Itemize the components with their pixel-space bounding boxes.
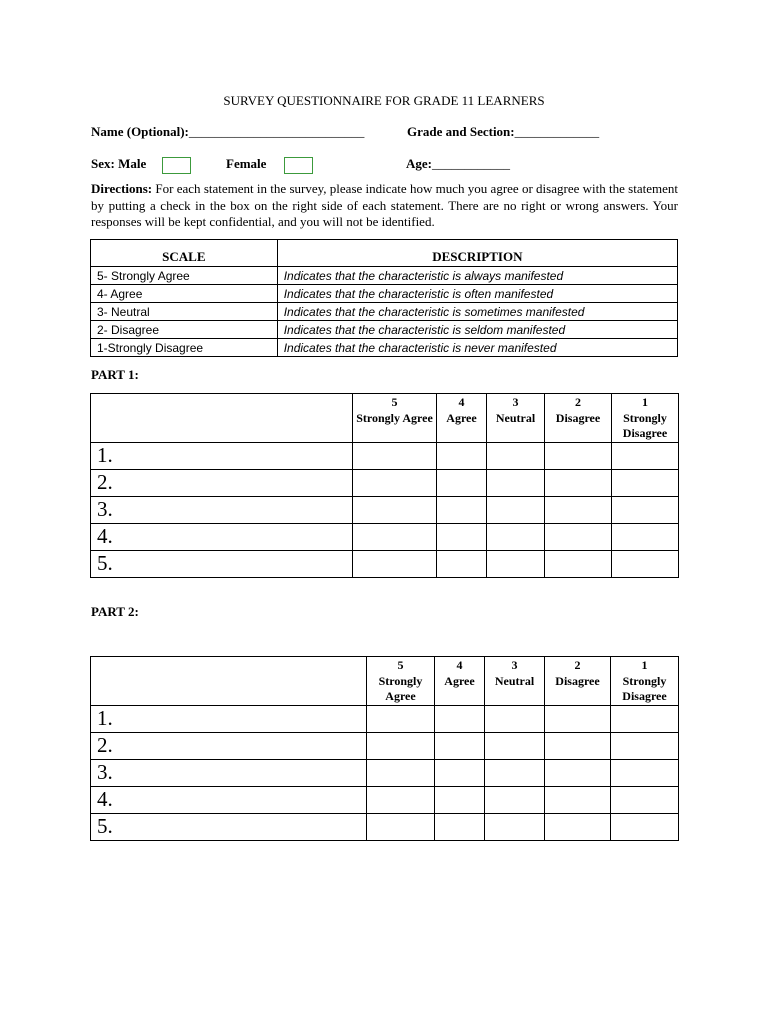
check-cell[interactable] bbox=[485, 732, 545, 759]
rating-label: Neutral bbox=[494, 673, 535, 688]
table-row bbox=[91, 705, 679, 732]
table-row bbox=[91, 550, 679, 577]
rating-header bbox=[487, 394, 545, 443]
part1-header-row bbox=[91, 394, 679, 443]
check-cell[interactable] bbox=[545, 705, 611, 732]
check-cell[interactable] bbox=[612, 496, 679, 523]
check-cell[interactable] bbox=[487, 550, 545, 577]
description-cell: Indicates that the characteristic is often manifested bbox=[277, 285, 677, 303]
check-cell[interactable] bbox=[435, 786, 485, 813]
scale-cell: 3- Neutral bbox=[91, 303, 278, 321]
statement-cell: 1. bbox=[91, 705, 367, 732]
table-row bbox=[91, 442, 679, 469]
table-row bbox=[91, 339, 678, 357]
check-cell[interactable] bbox=[487, 442, 545, 469]
check-cell[interactable] bbox=[435, 732, 485, 759]
check-cell[interactable] bbox=[545, 813, 611, 840]
check-cell[interactable] bbox=[545, 786, 611, 813]
check-cell[interactable] bbox=[545, 732, 611, 759]
part2-label: PART 2: bbox=[91, 604, 139, 619]
scale-cell: 4- Agree bbox=[91, 285, 278, 303]
rating-header bbox=[545, 394, 612, 443]
name-field bbox=[91, 124, 364, 140]
statement-cell: 4. bbox=[91, 523, 353, 550]
male-checkbox[interactable] bbox=[162, 157, 191, 174]
check-cell[interactable] bbox=[353, 442, 437, 469]
directions-label: Directions: bbox=[91, 181, 153, 196]
rating-header bbox=[485, 657, 545, 706]
check-cell[interactable] bbox=[435, 759, 485, 786]
scale-cell: 5- Strongly Agree bbox=[91, 267, 278, 285]
rating-label: Strongly Agree bbox=[378, 673, 423, 703]
rating-number: 4 bbox=[456, 658, 463, 672]
rating-label: Neutral bbox=[495, 410, 536, 425]
name-input-line[interactable]: ___________________________ bbox=[188, 124, 365, 139]
check-cell[interactable] bbox=[611, 705, 679, 732]
table-row bbox=[91, 469, 679, 496]
check-cell[interactable] bbox=[435, 813, 485, 840]
check-cell[interactable] bbox=[487, 496, 545, 523]
check-cell[interactable] bbox=[545, 550, 612, 577]
check-cell[interactable] bbox=[611, 813, 679, 840]
check-cell[interactable] bbox=[545, 759, 611, 786]
rating-number: 2 bbox=[575, 395, 581, 409]
directions-text: For each statement in the survey, please indicate how much you agree or disagree with the statement by putting a check in the box on the right side of each statement. There are no right or wrong answers. Your responses will be kept confidential, and you will not be identified. bbox=[91, 181, 678, 229]
rating-number: 2 bbox=[574, 658, 581, 672]
part1-table bbox=[90, 393, 679, 578]
table-row bbox=[91, 303, 678, 321]
check-cell[interactable] bbox=[612, 442, 679, 469]
check-cell[interactable] bbox=[367, 813, 435, 840]
table-row bbox=[91, 321, 678, 339]
check-cell[interactable] bbox=[545, 442, 612, 469]
statement-cell: 2. bbox=[91, 469, 353, 496]
age-input-line[interactable]: ____________ bbox=[432, 156, 510, 171]
check-cell[interactable] bbox=[611, 732, 679, 759]
rating-number: 4 bbox=[458, 395, 465, 409]
rating-header bbox=[545, 657, 611, 706]
check-cell[interactable] bbox=[353, 550, 437, 577]
check-cell[interactable] bbox=[367, 705, 435, 732]
check-cell[interactable] bbox=[612, 469, 679, 496]
scale-table-header bbox=[91, 240, 678, 267]
check-cell[interactable] bbox=[487, 523, 545, 550]
rating-number: 1 bbox=[642, 395, 648, 409]
statement-cell: 3. bbox=[91, 759, 367, 786]
check-cell[interactable] bbox=[353, 523, 437, 550]
rating-header bbox=[612, 394, 679, 443]
grade-section-field bbox=[407, 124, 599, 140]
rating-number: 3 bbox=[512, 395, 519, 409]
check-cell[interactable] bbox=[437, 523, 487, 550]
statement-cell: 4. bbox=[91, 786, 367, 813]
description-cell: Indicates that the characteristic is sometimes manifested bbox=[277, 303, 677, 321]
rating-header bbox=[367, 657, 435, 706]
scale-cell: 2- Disagree bbox=[91, 321, 278, 339]
check-cell[interactable] bbox=[612, 523, 679, 550]
part1-label: PART 1: bbox=[91, 367, 139, 382]
check-cell[interactable] bbox=[353, 469, 437, 496]
statement-cell: 5. bbox=[91, 813, 367, 840]
rating-label: Strongly Disagree bbox=[622, 673, 667, 703]
check-cell[interactable] bbox=[485, 759, 545, 786]
table-row bbox=[91, 496, 679, 523]
rating-label: Agree bbox=[446, 410, 477, 425]
check-cell[interactable] bbox=[545, 496, 612, 523]
rating-label: Strongly Disagree bbox=[622, 410, 668, 440]
table-row bbox=[91, 523, 679, 550]
check-cell[interactable] bbox=[545, 523, 612, 550]
rating-number: 5 bbox=[391, 395, 398, 409]
check-cell[interactable] bbox=[437, 469, 487, 496]
statement-header bbox=[91, 657, 367, 706]
table-row bbox=[91, 786, 679, 813]
female-label: Female bbox=[226, 156, 267, 171]
check-cell[interactable] bbox=[437, 496, 487, 523]
rating-number: 1 bbox=[641, 658, 648, 672]
grade-section-label: Grade and Section: bbox=[407, 124, 515, 139]
rating-header bbox=[435, 657, 485, 706]
check-cell[interactable] bbox=[485, 705, 545, 732]
check-cell[interactable] bbox=[485, 813, 545, 840]
scale-header: SCALE bbox=[91, 240, 278, 267]
name-label: Name (Optional): bbox=[91, 124, 189, 139]
rating-label: Disagree bbox=[555, 673, 600, 688]
statement-cell: 2. bbox=[91, 732, 367, 759]
statement-cell: 3. bbox=[91, 496, 353, 523]
description-cell: Indicates that the characteristic is always manifested bbox=[277, 267, 677, 285]
check-cell[interactable] bbox=[367, 786, 435, 813]
scale-table bbox=[90, 239, 678, 357]
rating-label: Agree bbox=[444, 673, 475, 688]
check-cell[interactable] bbox=[437, 442, 487, 469]
check-cell[interactable] bbox=[545, 469, 612, 496]
rating-number: 5 bbox=[397, 658, 404, 672]
part2-header-row bbox=[91, 657, 679, 706]
statement-cell: 5. bbox=[91, 550, 353, 577]
rating-header bbox=[353, 394, 437, 443]
check-cell[interactable] bbox=[367, 759, 435, 786]
description-cell: Indicates that the characteristic is never manifested bbox=[277, 339, 677, 357]
part2-table bbox=[90, 656, 679, 841]
check-cell[interactable] bbox=[487, 469, 545, 496]
rating-number: 3 bbox=[511, 658, 518, 672]
rating-header bbox=[437, 394, 487, 443]
table-row bbox=[91, 759, 679, 786]
table-row bbox=[91, 732, 679, 759]
grade-section-input-line[interactable]: _____________ bbox=[514, 124, 600, 139]
statement-cell: 1. bbox=[91, 442, 353, 469]
check-cell[interactable] bbox=[353, 496, 437, 523]
table-row bbox=[91, 267, 678, 285]
check-cell[interactable] bbox=[437, 550, 487, 577]
check-cell[interactable] bbox=[611, 786, 679, 813]
sex-male-label: Sex: Male bbox=[91, 156, 147, 171]
check-cell[interactable] bbox=[485, 786, 545, 813]
check-cell[interactable] bbox=[612, 550, 679, 577]
age-label: Age: bbox=[406, 156, 432, 171]
description-header: DESCRIPTION bbox=[277, 240, 677, 267]
rating-label: Strongly Agree bbox=[356, 410, 433, 425]
table-row bbox=[91, 285, 678, 303]
description-cell: Indicates that the characteristic is seldom manifested bbox=[277, 321, 677, 339]
statement-header bbox=[91, 394, 353, 443]
directions-paragraph bbox=[91, 181, 678, 231]
table-row bbox=[91, 813, 679, 840]
check-cell[interactable] bbox=[435, 705, 485, 732]
scale-cell: 1-Strongly Disagree bbox=[91, 339, 278, 357]
check-cell[interactable] bbox=[367, 732, 435, 759]
rating-header bbox=[611, 657, 679, 706]
page-title: SURVEY QUESTIONNAIRE FOR GRADE 11 LEARNERS bbox=[223, 93, 545, 108]
check-cell[interactable] bbox=[611, 759, 679, 786]
rating-label: Disagree bbox=[555, 410, 601, 425]
female-checkbox[interactable] bbox=[284, 157, 313, 174]
age-field bbox=[406, 156, 510, 172]
